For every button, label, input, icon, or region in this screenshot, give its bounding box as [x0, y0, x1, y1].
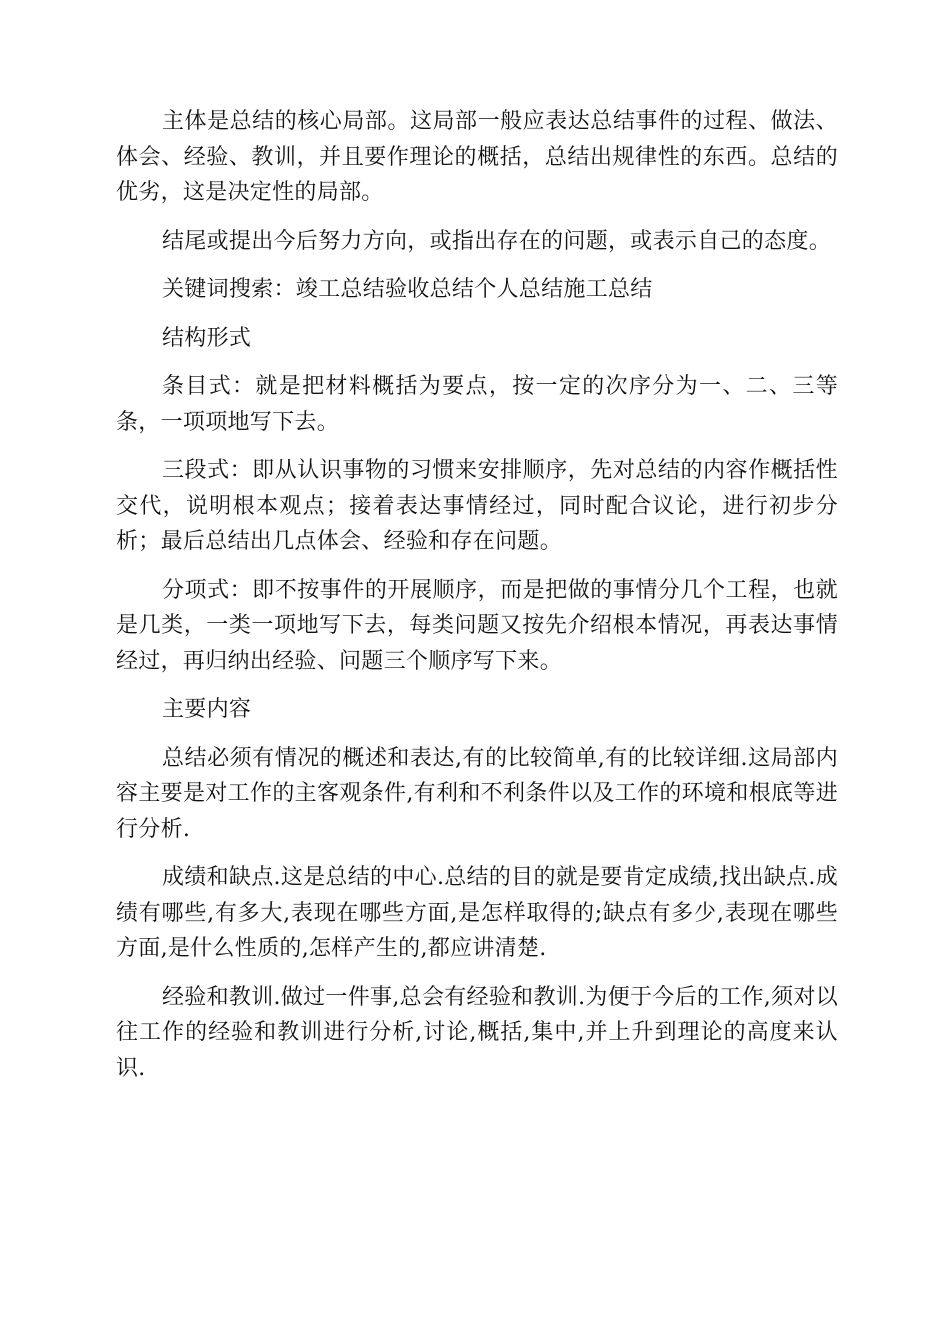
paragraph-three-part: 三段式：即从认识事物的习惯来安排顺序，先对总结的内容作概括性交代，说明根本观点；接着表达事情经过，同时配合议论，进行初步分析；最后总结出几点体会、经验和存在问题。: [116, 458, 838, 554]
paragraph-keywords: 关键词搜索：竣工总结验收总结个人总结施工总结: [162, 277, 653, 302]
paragraph-situation: 总结必须有情况的概述和表达,有的比较简单,有的比较详细.这局部内容主要是对工作的主客观条件,有利和不利条件以及工作的环境和根底等进行分析.: [116, 745, 838, 842]
paragraph-sectional: 分项式：即不按事件的开展顺序，而是把做的事情分几个工程，也就是几类，一类一项地写下去，每类问题又按先介绍根本情况，再表达事情经过，再归纳出经验、问题三个顺序写下来。: [116, 577, 838, 674]
heading-main-content: 主要内容: [162, 697, 252, 722]
paragraph-main-body: 主体是总结的核心局部。这局部一般应表达总结事件的过程、做法、体会、经验、教训，并且要作理论的概括，总结出规律性的东西。总结的优劣，这是决定性的局部。: [116, 109, 838, 205]
heading-structure-form: 结构形式: [162, 325, 252, 351]
paragraph-lessons: 经验和教训.做过一件事,总会有经验和教训.为便于今后的工作,须对以往工作的经验和教训进行分析,讨论,概括,集中,并上升到理论的高度来认识.: [116, 984, 838, 1081]
paragraph-itemized: 条目式：就是把材料概括为要点，按一定的次序分为一、二、三等条，一项项地写下去。: [116, 374, 838, 435]
paragraph-achievements: 成绩和缺点.这是总结的中心.总结的目的就是要肯定成绩,找出缺点.成绩有哪些,有多大,表现在哪些方面,是怎样取得的;缺点有多少,表现在哪些方面,是什么性质的,怎样产生的,都应讲清楚.: [116, 865, 838, 961]
document-page: [116, 104, 838, 1099]
paragraph-ending: 结尾或提出今后努力方向，或指出存在的问题，或表示自己的态度。: [162, 228, 832, 254]
